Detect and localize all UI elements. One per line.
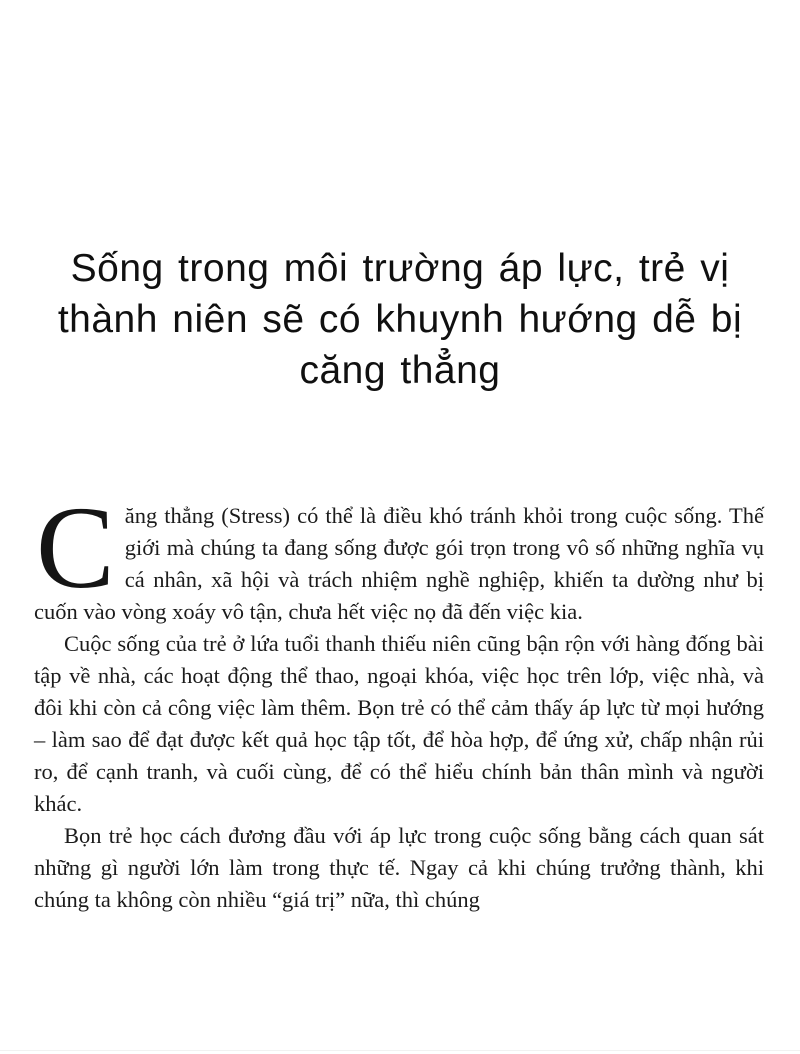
chapter-title-line-3: căng thẳng (299, 349, 501, 392)
body-text (34, 482, 764, 916)
drop-cap: C (36, 482, 115, 613)
paragraph-teen-life: Cuộc sống của trẻ ở lứa tuổi thanh thiếu niên cũng bận rộn với hàng đống bài tập về nhà, các hoạt động thể thao, ngoại khóa, việc học trên lớp, việc nhà, và đôi khi còn cả công việc làm thêm. Bọn trẻ có thể cảm thấy áp lực từ mọi hướng – làm sao để đạt được kết quả học tập tốt, để hòa hợp, để ứng xử, chấp nhận rủi ro, để cạnh tranh, và cuối cùng, để có thể hiểu chính bản thân mình và người khác. (34, 631, 764, 816)
paragraph-opening-text: ăng thẳng (Stress) có thể là điều khó tránh khỏi trong cuộc sống. Thế giới mà chúng ta đang sống được gói trọn trong vô số những nghĩa vụ cá nhân, xã hội và trách nhiệm nghề nghiệp, khiến ta dường như bị cuốn vào vòng xoáy vô tận, chưa hết việc nọ đã đến việc kia. (34, 503, 764, 624)
page-bottom-scan-artifact (0, 1050, 800, 1051)
chapter-title (18, 243, 782, 396)
chapter-title-line-2: thành niên sẽ có khuynh hướng dễ bị (57, 298, 743, 341)
chapter-title-line-1: Sống trong môi trường áp lực, trẻ vị (70, 247, 730, 290)
paragraph-coping: Bọn trẻ học cách đương đầu với áp lực trong cuộc sống bằng cách quan sát những gì người lớn làm trong thực tế. Ngay cả khi chúng trưởng thành, khi chúng ta không còn nhiều “giá trị” nữa, thì chúng (34, 823, 764, 912)
paragraph-opening (34, 482, 764, 628)
